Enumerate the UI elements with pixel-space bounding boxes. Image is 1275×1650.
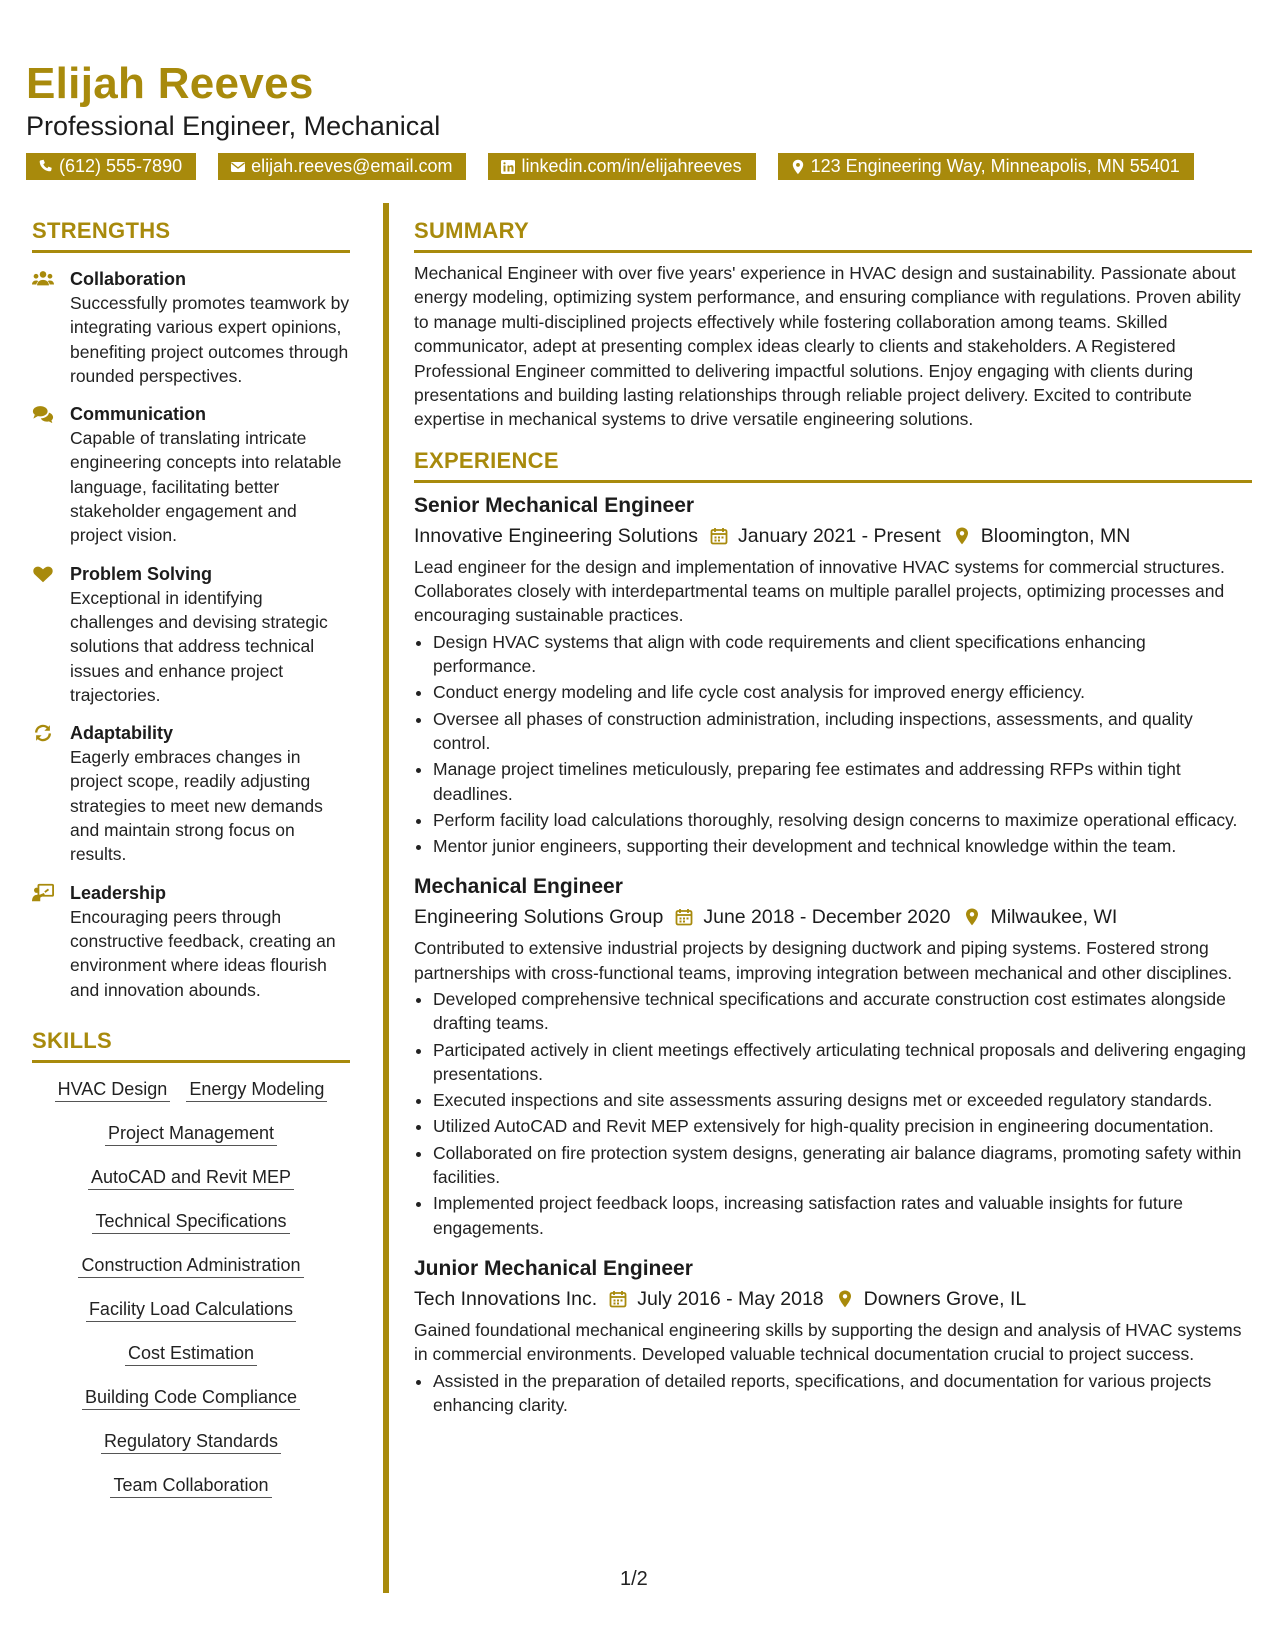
strengths-heading: STRENGTHS [32, 218, 350, 253]
address-text: 123 Engineering Way, Minneapolis, MN 55401 [810, 156, 1180, 176]
job-entry [414, 491, 1252, 859]
strength-item [32, 402, 350, 547]
map-marker-icon [953, 527, 971, 545]
linkedin-icon [500, 159, 516, 175]
heart-icon [32, 564, 54, 584]
contact-bar [26, 153, 1216, 180]
bullet-item: • Conduct energy modeling and life cycle cost analysis for improved energy efficiency. [433, 680, 1252, 704]
job-dates: July 2016 - May 2018 [637, 1287, 824, 1310]
map-marker-icon [790, 159, 806, 175]
skill-tag: Technical Specifications [92, 1209, 289, 1234]
strength-item [32, 881, 350, 1002]
email-text: elijah.reeves@email.com [251, 156, 453, 176]
job-dates: June 2018 - December 2020 [703, 906, 951, 929]
candidate-role: Professional Engineer, Mechanical [26, 111, 441, 141]
bullet-item: • Manage project timelines meticulously, preparing fee estimates and addressing RFPs within tight deadlines. [433, 757, 1252, 806]
strength-title: Problem Solving [70, 563, 213, 584]
job-title: Senior Mechanical Engineer [414, 493, 695, 517]
strength-title: Communication [70, 404, 207, 425]
right-column [414, 218, 1252, 1419]
skill-tag: Energy Modeling [186, 1077, 327, 1102]
phone-icon [38, 159, 54, 175]
strength-desc: Exceptional in identifying challenges and devising strategic solutions that address technical issues and enhance project trajectories. [70, 587, 328, 705]
experience-heading: EXPERIENCE [414, 448, 1252, 483]
bullet-item: • Oversee all phases of construction administration, including inspections, assessments, and quality control. [433, 707, 1252, 756]
bullet-item: • Participated actively in client meetings effectively articulating technical proposals and delivering engaging presentations. [433, 1038, 1252, 1087]
job-entry [414, 872, 1252, 1240]
linkedin-text: linkedin.com/in/elijahreeves [521, 156, 742, 176]
page-number: 1/2 [620, 1568, 648, 1590]
job-description: Lead engineer for the design and implementation of innovative HVAC systems for commercial structures. Collaborates closely with interdepartmental teams on multiple parallel projects, optimizing processes and encouraging sustainable practices. [414, 556, 1225, 626]
skills-list [32, 1077, 350, 1498]
strength-item [32, 267, 350, 388]
job-dates: January 2021 - Present [738, 524, 941, 547]
job-location: Downers Grove, IL [863, 1287, 1027, 1310]
bullet-item: • Perform facility load calculations thoroughly, resolving design concerns to maximize operational efficacy. [433, 808, 1252, 832]
bullet-item: • Implemented project feedback loops, increasing satisfaction rates and valuable insights for future engagements. [433, 1191, 1252, 1240]
envelope-icon [230, 159, 246, 175]
presenter-icon [32, 883, 54, 903]
strength-title: Leadership [70, 882, 167, 903]
comments-icon [32, 404, 54, 424]
calendar-icon [675, 908, 693, 926]
job-meta [414, 1284, 1252, 1314]
bullet-item: • Utilized AutoCAD and Revit MEP extensively for high-quality precision in engineering documentation. [433, 1114, 1252, 1138]
strength-desc: Capable of translating intricate engineering concepts into relatable language, facilitating better stakeholder engagement and project vision. [70, 428, 342, 546]
job-meta [414, 902, 1252, 932]
contact-email[interactable] [218, 153, 466, 180]
calendar-icon [710, 527, 728, 545]
strength-title: Collaboration [70, 269, 186, 289]
contact-phone[interactable] [26, 153, 196, 180]
summary-heading: SUMMARY [414, 218, 1252, 253]
bullet-item: • Design HVAC systems that align with code requirements and client specifications enhancing performance. [433, 630, 1252, 679]
strength-desc: Successfully promotes teamwork by integrating various expert opinions, benefiting project outcomes through rounded perspectives. [70, 293, 350, 386]
bullet-item: • Mentor junior engineers, supporting their development and technical knowledge within the team. [433, 834, 1252, 858]
skill-tag: AutoCAD and Revit MEP [88, 1165, 294, 1190]
skill-tag: Construction Administration [78, 1253, 303, 1278]
job-description: Contributed to extensive industrial projects by designing ductwork and piping systems. Fostered strong partnerships with cross-functional teams, improving integration between mechanical and other disciplines. [414, 938, 1233, 983]
candidate-name: Elijah Reeves [26, 59, 314, 108]
job-meta [414, 521, 1252, 551]
strength-desc: Eagerly embraces changes in project scope, readily adjusting strategies to meet new demands and maintain strong focus on results. [70, 747, 323, 865]
skills-section [32, 1028, 350, 1498]
strength-title: Adaptability [70, 723, 174, 744]
skill-tag: Regulatory Standards [101, 1429, 281, 1454]
job-bullets [414, 1369, 1252, 1418]
bullet-item: • Executed inspections and site assessments assuring designs met or exceeded regulatory standards. [433, 1088, 1252, 1112]
job-bullets [414, 987, 1252, 1240]
job-description: Gained foundational mechanical engineering skills by supporting the design and analysis of HVAC systems in commercial environments. Developed valuable technical documentation crucial to project success. [414, 1319, 1242, 1365]
job-company: Tech Innovations Inc. [414, 1287, 598, 1310]
summary-text: Mechanical Engineer with over five years' experience in HVAC design and sustainability. Passionate about energy modeling, optimizing system performance, and ensuring compliance with regulations. Proven ability to manage multi-disciplined projects effectively while fostering collaboration among teams. Skilled communicator, adept at presenting complex ideas clearly to clients and stakeholders. A Registered Professional Engineer committed to delivering impactful solutions. Enjoy engaging with clients during presentations and building lasting relationships through reliable project delivery. Excited to contribute expertise in mechanical systems to drive versatile engineering solutions. [414, 263, 1241, 430]
skills-heading: SKILLS [32, 1028, 350, 1063]
phone-text: (612) 555-7890 [59, 156, 183, 176]
strength-item [32, 562, 350, 707]
experience-section [414, 448, 1252, 1417]
column-divider [383, 203, 389, 1593]
map-marker-icon [963, 908, 981, 926]
map-marker-icon [836, 1290, 854, 1308]
job-location: Bloomington, MN [980, 524, 1131, 547]
strength-desc: Encouraging peers through constructive feedback, creating an environment where ideas flourish and innovation abounds. [70, 906, 336, 1000]
users-icon [32, 269, 54, 289]
refresh-icon [32, 723, 54, 743]
job-bullets [414, 630, 1252, 859]
bullet-item: • Assisted in the preparation of detailed reports, specifications, and documentation for various projects enhancing clarity. [433, 1369, 1252, 1418]
contact-address[interactable] [778, 153, 1194, 180]
skill-tag: HVAC Design [55, 1077, 171, 1102]
job-location: Milwaukee, WI [990, 906, 1118, 929]
job-company: Engineering Solutions Group [414, 906, 664, 929]
skill-tag: Facility Load Calculations [86, 1297, 296, 1322]
strength-item [32, 721, 350, 866]
bullet-item: • Collaborated on fire protection system designs, generating air balance diagrams, promoting safety within facilities. [433, 1141, 1252, 1190]
job-company: Innovative Engineering Solutions [414, 524, 699, 547]
left-column [32, 218, 350, 1498]
skill-tag: Cost Estimation [125, 1341, 257, 1366]
contact-linkedin[interactable] [488, 153, 755, 180]
job-title: Mechanical Engineer [414, 875, 623, 899]
job-entry [414, 1254, 1252, 1417]
bullet-item: • Developed comprehensive technical specifications and accurate construction cost estimates alongside drafting teams. [433, 987, 1252, 1036]
skill-tag: Project Management [105, 1121, 277, 1146]
calendar-icon [609, 1290, 627, 1308]
job-title: Junior Mechanical Engineer [414, 1256, 693, 1280]
skill-tag: Building Code Compliance [82, 1385, 300, 1410]
skill-tag: Team Collaboration [110, 1473, 271, 1498]
